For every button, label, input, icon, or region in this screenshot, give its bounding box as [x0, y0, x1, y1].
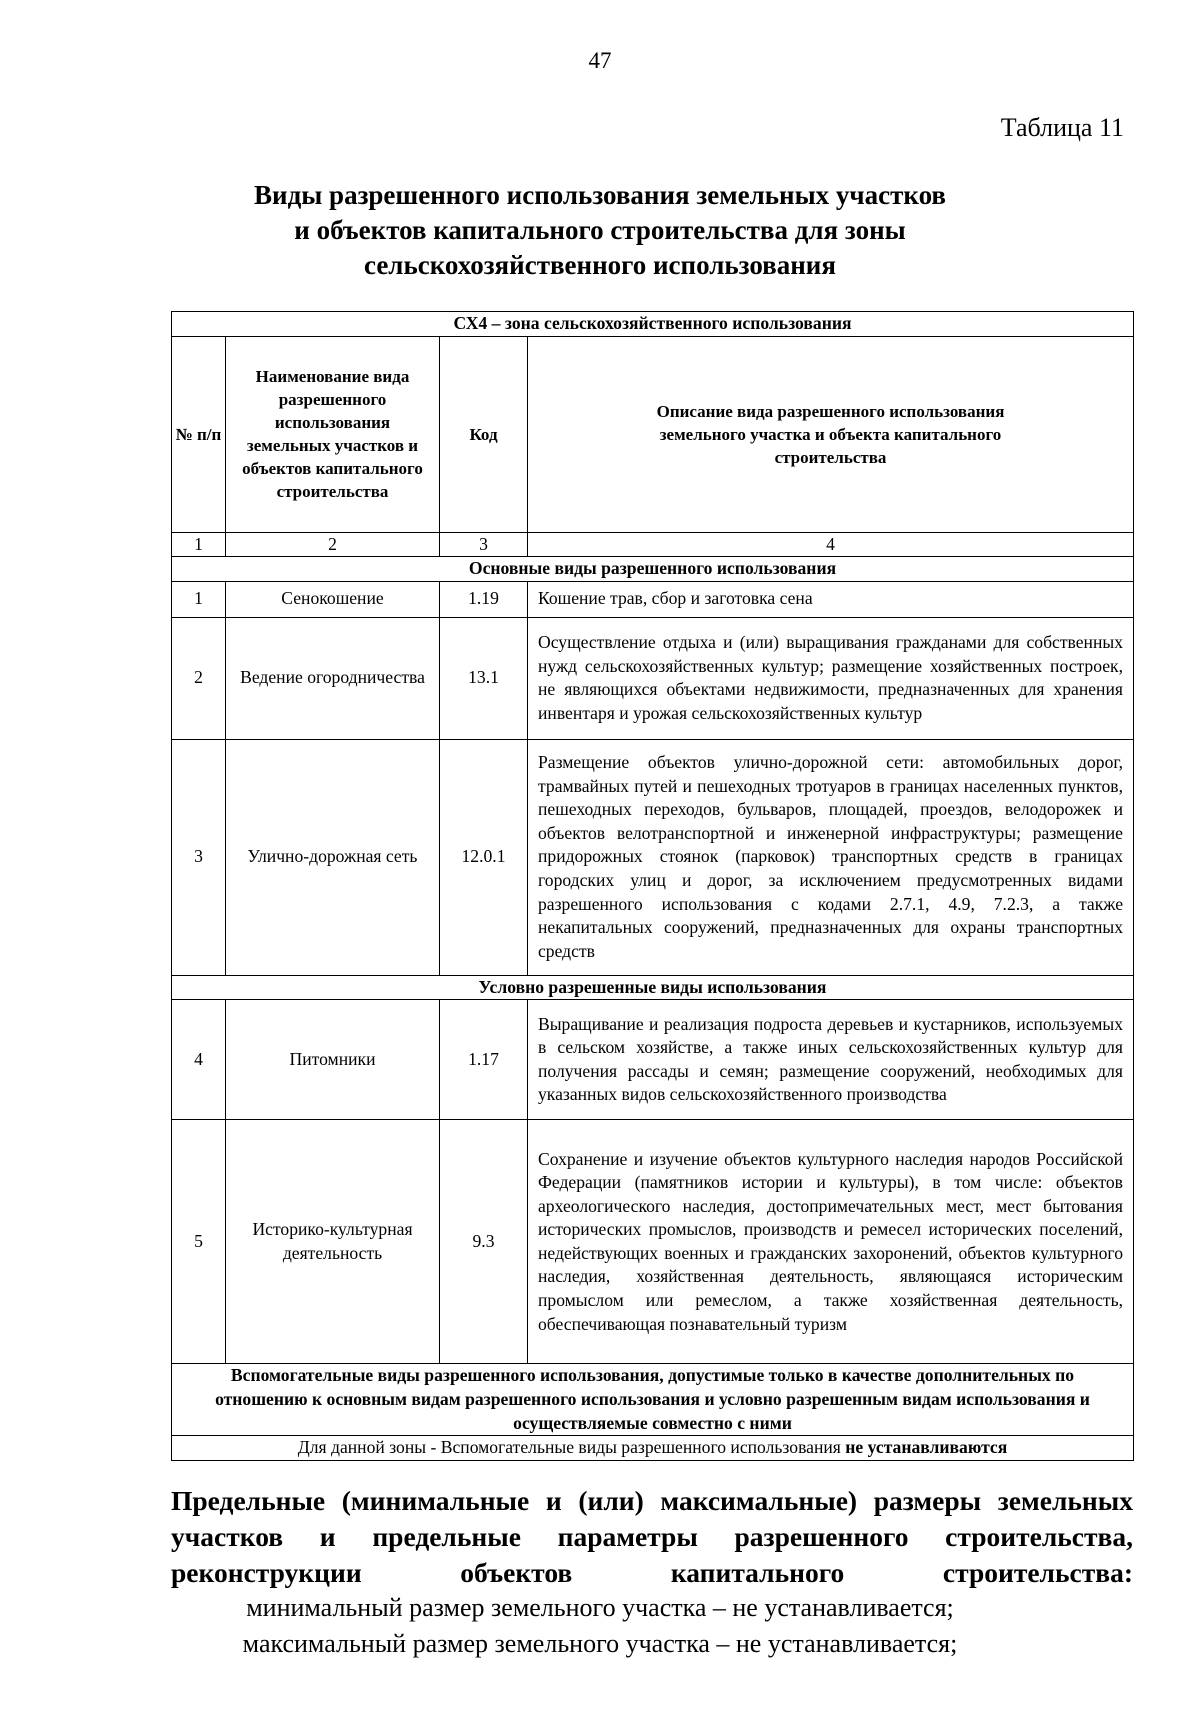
row-num: 4	[172, 1000, 226, 1120]
main-section-title: Основные виды разрешенного использования	[172, 557, 1134, 582]
row-name: Сенокошение	[226, 581, 440, 617]
row-description: Сохранение и изучение объектов культурного наследия народов Российской Федерации (памятников истории и культуры), в том числе: объектов археологического наследия, достопримечательных мест, мест бытования исторических промыслов, производств и ремесел исторических поселений, недействующих военных и гражданских захоронений, объектов культурного наследия, хозяйственная деятельность, являющаяся историческим промыслом или ремеслом, а также хозяйственная деятельность, обеспечивающая познавательный туризм	[528, 1120, 1134, 1364]
row-description: Кошение трав, сбор и заготовка сена	[528, 581, 1134, 617]
row-code: 12.0.1	[440, 739, 528, 975]
auxiliary-note-row	[172, 1436, 1134, 1461]
row-num: 3	[172, 739, 226, 975]
limits-heading: Предельные (минимальные и (или) максимальные) размеры земельных участков и предельные параметры разрешенного строительства, реконструкции объектов капитального строительства:	[171, 1485, 1133, 1588]
title-line: и объектов капитального строительства для зоны	[294, 215, 906, 245]
limits-line: минимальный размер земельного участка – не устанавливается;	[246, 1593, 954, 1622]
row-num: 2	[172, 617, 226, 739]
auxiliary-note-text: Для данной зоны - Вспомогательные виды разрешенного использования	[297, 1437, 846, 1458]
header-num: № п/п	[172, 336, 226, 532]
row-name: Питомники	[226, 1000, 440, 1120]
column-number: 3	[440, 532, 528, 557]
limits-line: максимальный размер земельного участка – не устанавливается;	[242, 1629, 958, 1658]
auxiliary-section-row	[172, 1364, 1134, 1436]
row-description: Осуществление отдыха и (или) выращивания гражданами для собственных нужд сельскохозяйственных культур; размещение хозяйственных построек, не являющихся объектами недвижимости, предназначенных для хранения инвентаря и урожая сельскохозяйственных культур	[528, 617, 1134, 739]
header-name: Наименование вида разрешенного использования земельных участков и объектов капитального строительства	[226, 336, 440, 532]
column-number: 2	[226, 532, 440, 557]
limits-list	[0, 1590, 1200, 1662]
row-code: 1.19	[440, 581, 528, 617]
row-num: 5	[172, 1120, 226, 1364]
table-row	[172, 581, 1134, 617]
column-number-row	[172, 532, 1134, 557]
row-name: Ведение огородничества	[226, 617, 440, 739]
title-line: сельскохозяйственного использования	[364, 250, 836, 280]
table-row	[172, 1000, 1134, 1120]
conditional-section-row	[172, 975, 1134, 1000]
table-row	[172, 1120, 1134, 1364]
table-row	[172, 739, 1134, 975]
row-code: 9.3	[440, 1120, 528, 1364]
row-code: 1.17	[440, 1000, 528, 1120]
land-use-table	[171, 311, 1134, 1461]
row-name: Улично-дорожная сеть	[226, 739, 440, 975]
zone-header-row	[172, 312, 1134, 337]
row-description: Выращивание и реализация подроста деревьев и кустарников, используемых в сельском хозяйстве, а также иных сельскохозяйственных культур для получения рассады и семян; размещение сооружений, необходимых для указанных видов сельскохозяйственного производства	[528, 1000, 1134, 1120]
page-number: 47	[588, 48, 612, 73]
header-code: Код	[440, 336, 528, 532]
column-header-row	[172, 336, 1134, 532]
auxiliary-note	[172, 1436, 1134, 1461]
table-label: Таблица 11	[1000, 113, 1124, 142]
table-row	[172, 617, 1134, 739]
zone-header: СХ4 – зона сельскохозяйственного использования	[172, 312, 1134, 337]
main-section-row	[172, 557, 1134, 582]
column-number: 1	[172, 532, 226, 557]
row-code: 13.1	[440, 617, 528, 739]
row-description: Размещение объектов улично-дорожной сети: автомобильных дорог, трамвайных путей и пешеходных тротуаров в границах населенных пунктов, пешеходных переходов, бульваров, площадей, проездов, велодорожек и объектов велотранспортной и инженерной инфраструктуры; размещение придорожных стоянок (парковок) транспортных средств в границах городских улиц и дорог, за исключением предусмотренных видами разрешенного использования с кодами 2.7.1, 4.9, 7.2.3, а также некапитальных сооружений, предназначенных для охраны транспортных средств	[528, 739, 1134, 975]
conditional-section-title: Условно разрешенные виды использования	[172, 975, 1134, 1000]
auxiliary-note-emphasis: не устанавливаются	[845, 1437, 1008, 1458]
auxiliary-section-title: Вспомогательные виды разрешенного использования, допустимые только в качестве дополнительных по отношению к основным видам разрешенного использования и условно разрешенным видам использования и осуществляемые совместно с ними	[172, 1364, 1134, 1436]
row-name: Историко-культурная деятельность	[226, 1120, 440, 1364]
row-num: 1	[172, 581, 226, 617]
column-number: 4	[528, 532, 1134, 557]
title-line: Виды разрешенного использования земельных участков	[254, 180, 946, 210]
header-description: Описание вида разрешенного использования земельного участка и объекта капитального строительства	[528, 336, 1134, 532]
document-title	[150, 178, 1050, 283]
